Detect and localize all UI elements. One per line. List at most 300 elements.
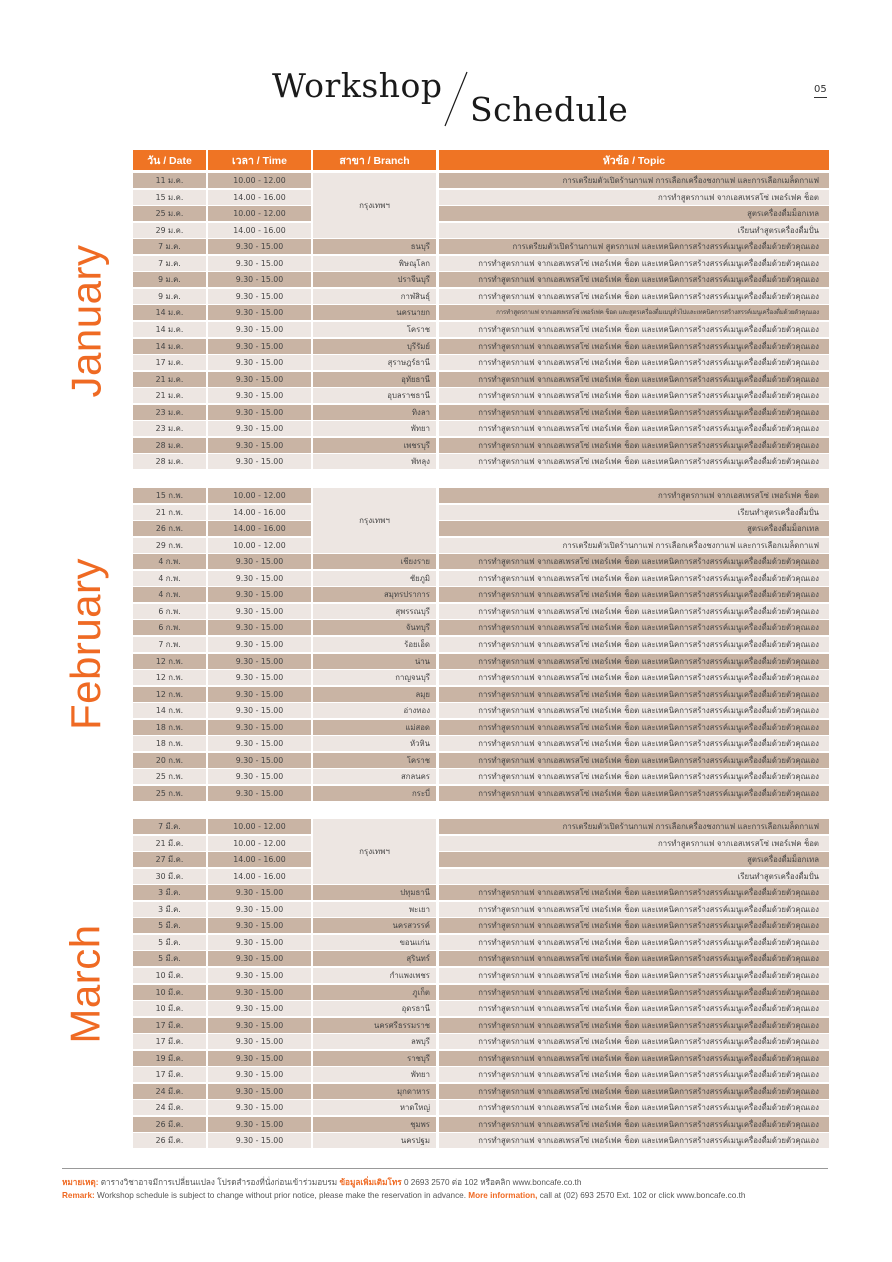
row-date: 24 มี.ค.: [133, 1084, 206, 1099]
table-row: [133, 670, 829, 685]
row-topic: เรียนทำสูตรเครื่องดื่มปั่น: [439, 505, 829, 520]
row-date: 15 ก.พ.: [133, 488, 206, 503]
row-date: 3 มี.ค.: [133, 902, 206, 917]
row-time: 9.30 - 15.00: [208, 322, 311, 337]
table-row: [133, 571, 829, 586]
table-row: [133, 885, 829, 900]
footer-thai-more: ข้อมูลเพิ่มเติมโทร: [339, 1178, 402, 1187]
row-topic: การทำสูตรกาแฟ จากเอสเพรสโซ่ เพอร์เฟค ช็อต และเทคนิคการสร้างสรรค์เมนูเครื่องดื่มด้วยตัวคุณเอง: [439, 786, 829, 801]
row-date: 25 ก.พ.: [133, 786, 206, 801]
row-branch: หัวหิน: [313, 736, 436, 751]
table-row: [133, 687, 829, 702]
row-date: 17 ม.ค.: [133, 355, 206, 370]
row-branch: ลพบุรี: [313, 1034, 436, 1049]
table-row: [133, 703, 829, 718]
row-topic: การเตรียมตัวเปิดร้านกาแฟ การเลือกเครื่องชงกาแฟ และการเลือกเมล็ดกาแฟ: [439, 819, 829, 834]
row-time: 9.30 - 15.00: [208, 687, 311, 702]
row-date: 29 ก.พ.: [133, 538, 206, 553]
row-date: 18 ก.พ.: [133, 720, 206, 735]
row-topic: การทำสูตรกาแฟ จากเอสเพรสโซ่ เพอร์เฟค ช็อต และเทคนิคการสร้างสรรค์เมนูเครื่องดื่มด้วยตัวคุณเอง: [439, 256, 829, 271]
row-topic: สูตรเครื่องดื่มม็อกเทล: [439, 521, 829, 536]
row-topic: การทำสูตรกาแฟ จากเอสเพรสโซ่ เพอร์เฟค ช็อต และเทคนิคการสร้างสรรค์เมนูเครื่องดื่มด้วยตัวคุณเอง: [439, 902, 829, 917]
row-date: 21 ม.ค.: [133, 372, 206, 387]
row-date: 11 ม.ค.: [133, 173, 206, 188]
row-branch: ปราจีนบุรี: [313, 272, 436, 287]
row-branch: กาฬสินธุ์: [313, 289, 436, 304]
month-label-text: February: [62, 558, 109, 731]
table-row: [133, 438, 829, 453]
row-branch: สมุทรปราการ: [313, 587, 436, 602]
row-time: 9.30 - 15.00: [208, 637, 311, 652]
row-date: 28 ม.ค.: [133, 454, 206, 469]
row-date: 12 ก.พ.: [133, 654, 206, 669]
table-row: [133, 736, 829, 751]
row-time: 9.30 - 15.00: [208, 670, 311, 685]
footer-thai-text: ตารางวิชาอาจมีการเปลี่ยนแปลง โปรดสำรองที่นั่งก่อนเข้าร่วมอบรม: [98, 1178, 340, 1187]
row-time: 9.30 - 15.00: [208, 918, 311, 933]
row-branch: นครปฐม: [313, 1133, 436, 1148]
table-row: [133, 305, 829, 320]
schedule-table-january: [133, 173, 829, 469]
row-date: 7 ก.พ.: [133, 637, 206, 652]
merged-branch-bangkok: กรุงเทพฯ: [313, 173, 436, 238]
row-branch: สุพรรณบุรี: [313, 604, 436, 619]
row-time: 14.00 - 16.00: [208, 852, 311, 867]
row-time: 10.00 - 12.00: [208, 173, 311, 188]
row-branch: กำแพงเพชร: [313, 968, 436, 983]
row-branch: ทิงลา: [313, 405, 436, 420]
row-branch: พัทลุง: [313, 454, 436, 469]
row-date: 5 มี.ค.: [133, 918, 206, 933]
row-time: 9.30 - 15.00: [208, 372, 311, 387]
row-topic: การเตรียมตัวเปิดร้านกาแฟ การเลือกเครื่องชงกาแฟ และการเลือกเมล็ดกาแฟ: [439, 538, 829, 553]
row-topic: สูตรเครื่องดื่มม็อกเทล: [439, 206, 829, 221]
month-label-text: March: [62, 924, 110, 1044]
row-date: 10 มี.ค.: [133, 1001, 206, 1016]
row-branch: อุบลราชธานี: [313, 388, 436, 403]
title-slash-divider: [443, 70, 469, 128]
row-time: 9.30 - 15.00: [208, 654, 311, 669]
row-date: 25 ม.ค.: [133, 206, 206, 221]
row-date: 14 ก.พ.: [133, 703, 206, 718]
row-topic: การทำสูตรกาแฟ จากเอสเพรสโซ่ เพอร์เฟค ช็อต และเทคนิคการสร้างสรรค์เมนูเครื่องดื่มด้วยตัวคุณเอง: [439, 355, 829, 370]
row-time: 9.30 - 15.00: [208, 438, 311, 453]
table-row: [133, 985, 829, 1000]
row-topic: การทำสูตรกาแฟ จากเอสเพรสโซ่ เพอร์เฟค ช็อต และเทคนิคการสร้างสรรค์เมนูเครื่องดื่มด้วยตัวคุณเอง: [439, 454, 829, 469]
table-row: [133, 505, 829, 520]
row-branch: พัทยา: [313, 421, 436, 436]
row-date: 7 มี.ค.: [133, 819, 206, 834]
row-branch: สุรินทร์: [313, 951, 436, 966]
month-label-january: [36, 173, 136, 469]
row-branch: ร้อยเอ็ด: [313, 637, 436, 652]
row-topic: การทำสูตรกาแฟ จากเอสเพรสโซ่ เพอร์เฟค ช็อต และเทคนิคการสร้างสรรค์เมนูเครื่องดื่มด้วยตัวคุณเอง: [439, 1133, 829, 1148]
row-topic: การทำสูตรกาแฟ จากเอสเพรสโซ่ เพอร์เฟค ช็อต และเทคนิคการสร้างสรรค์เมนูเครื่องดื่มด้วยตัวคุณเอง: [439, 637, 829, 652]
row-time: 9.30 - 15.00: [208, 305, 311, 320]
row-branch: โคราช: [313, 322, 436, 337]
row-branch: อุทัยธานี: [313, 372, 436, 387]
row-date: 7 ม.ค.: [133, 239, 206, 254]
table-row: [133, 935, 829, 950]
row-topic: การทำสูตรกาแฟ จากเอสเพรสโซ่ เพอร์เฟค ช็อต และเทคนิคการสร้างสรรค์เมนูเครื่องดื่มด้วยตัวคุณเอง: [439, 769, 829, 784]
row-date: 29 ม.ค.: [133, 223, 206, 238]
table-row: [133, 654, 829, 669]
row-date: 14 ม.ค.: [133, 339, 206, 354]
row-time: 9.30 - 15.00: [208, 968, 311, 983]
row-branch: ขอนแก่น: [313, 935, 436, 950]
row-date: 27 มี.ค.: [133, 852, 206, 867]
row-time: 14.00 - 16.00: [208, 505, 311, 520]
row-date: 28 ม.ค.: [133, 438, 206, 453]
row-branch: นครศรีธรรมราช: [313, 1018, 436, 1033]
row-branch: ชัยภูมิ: [313, 571, 436, 586]
table-row: [133, 421, 829, 436]
row-time: 9.30 - 15.00: [208, 1034, 311, 1049]
row-topic: การทำสูตรกาแฟ จากเอสเพรสโซ่ เพอร์เฟค ช็อต และเทคนิคการสร้างสรรค์เมนูเครื่องดื่มด้วยตัวคุณเอง: [439, 1001, 829, 1016]
row-date: 5 มี.ค.: [133, 935, 206, 950]
row-time: 10.00 - 12.00: [208, 819, 311, 834]
row-branch: อุดรธานี: [313, 1001, 436, 1016]
row-topic: เรียนทำสูตรเครื่องดื่มปั่น: [439, 869, 829, 884]
row-date: 4 ก.พ.: [133, 554, 206, 569]
row-time: 9.30 - 15.00: [208, 902, 311, 917]
row-date: 9 ม.ค.: [133, 289, 206, 304]
table-row: [133, 372, 829, 387]
row-time: 9.30 - 15.00: [208, 1100, 311, 1115]
schedule-table-march: [133, 819, 829, 1148]
table-row: [133, 1034, 829, 1049]
row-topic: การทำสูตรกาแฟ จากเอสเพรสโซ่ เพอร์เฟค ช็อต และเทคนิคการสร้างสรรค์เมนูเครื่องดื่มด้วยตัวคุณเอง: [439, 951, 829, 966]
title-workshop: Workshop: [272, 66, 443, 105]
footer-english-label: Remark:: [62, 1191, 95, 1200]
table-row: [133, 223, 829, 238]
row-date: 25 ก.พ.: [133, 769, 206, 784]
table-row: [133, 256, 829, 271]
row-date: 7 ม.ค.: [133, 256, 206, 271]
row-date: 23 ม.ค.: [133, 421, 206, 436]
row-date: 19 มี.ค.: [133, 1051, 206, 1066]
table-row: [133, 1084, 829, 1099]
row-time: 9.30 - 15.00: [208, 620, 311, 635]
row-branch: กระบี่: [313, 786, 436, 801]
row-date: 24 มี.ค.: [133, 1100, 206, 1115]
table-row: [133, 852, 829, 867]
footer-english-more: More information,: [468, 1191, 538, 1200]
table-row: [133, 769, 829, 784]
table-row: [133, 272, 829, 287]
row-topic: การทำสูตรกาแฟ จากเอสเพรสโซ่ เพอร์เฟค ช็อต และเทคนิคการสร้างสรรค์เมนูเครื่องดื่มด้วยตัวคุณเอง: [439, 620, 829, 635]
row-date: 12 ก.พ.: [133, 687, 206, 702]
table-row: [133, 786, 829, 801]
row-topic: การทำสูตรกาแฟ จากเอสเพรสโซ่ เพอร์เฟค ช็อต และเทคนิคการสร้างสรรค์เมนูเครื่องดื่มด้วยตัวคุณเอง: [439, 421, 829, 436]
row-time: 9.30 - 15.00: [208, 421, 311, 436]
table-row: [133, 1067, 829, 1082]
header-date: วัน / Date: [133, 150, 206, 170]
row-topic: การทำสูตรกาแฟ จากเอสเพรสโซ่ เพอร์เฟค ช็อต และเทคนิคการสร้างสรรค์เมนูเครื่องดื่มด้วยตัวคุณเอง: [439, 438, 829, 453]
row-topic: การทำสูตรกาแฟ จากเอสเพรสโซ่ เพอร์เฟค ช็อต และเทคนิคการสร้างสรรค์เมนูเครื่องดื่มด้วยตัวคุณเอง: [439, 587, 829, 602]
row-topic: การเตรียมตัวเปิดร้านกาแฟ สูตรกาแฟ และเทคนิคการสร้างสรรค์เมนูเครื่องดื่มด้วยตัวคุณเอง: [439, 239, 829, 254]
row-time: 9.30 - 15.00: [208, 405, 311, 420]
row-branch: พิษณุโลก: [313, 256, 436, 271]
row-time: 9.30 - 15.00: [208, 272, 311, 287]
row-date: 17 มี.ค.: [133, 1018, 206, 1033]
row-time: 9.30 - 15.00: [208, 720, 311, 735]
row-time: 9.30 - 15.00: [208, 1018, 311, 1033]
row-topic: การทำสูตรกาแฟ จากเอสเพรสโซ่ เพอร์เฟค ช็อต และเทคนิคการสร้างสรรค์เมนูเครื่องดื่มด้วยตัวคุณเอง: [439, 918, 829, 933]
row-topic: การทำสูตรกาแฟ จากเอสเพรสโซ่ เพอร์เฟค ช็อต และเทคนิคการสร้างสรรค์เมนูเครื่องดื่มด้วยตัวคุณเอง: [439, 935, 829, 950]
row-branch: นครนายก: [313, 305, 436, 320]
row-date: 21 ก.พ.: [133, 505, 206, 520]
table-row: [133, 488, 829, 503]
row-topic: การเตรียมตัวเปิดร้านกาแฟ การเลือกเครื่องชงกาแฟ และการเลือกเมล็ดกาแฟ: [439, 173, 829, 188]
table-row: [133, 521, 829, 536]
row-topic: การทำสูตรกาแฟ จากเอสเพรสโซ่ เพอร์เฟค ช็อต และเทคนิคการสร้างสรรค์เมนูเครื่องดื่มด้วยตัวคุณเอง: [439, 1018, 829, 1033]
footer-english-text: Workshop schedule is subject to change without prior notice, please make the reservation in advance.: [94, 1191, 469, 1200]
row-topic: การทำสูตรกาแฟ จากเอสเพรสโซ่ เพอร์เฟค ช็อต: [439, 488, 829, 503]
row-branch: ธนบุรี: [313, 239, 436, 254]
row-date: 4 ก.พ.: [133, 587, 206, 602]
row-topic: สูตรเครื่องดื่มม็อกเทล: [439, 852, 829, 867]
table-row: [133, 869, 829, 884]
row-time: 9.30 - 15.00: [208, 736, 311, 751]
row-time: 9.30 - 15.00: [208, 1133, 311, 1148]
row-date: 10 มี.ค.: [133, 968, 206, 983]
table-row: [133, 1117, 829, 1132]
row-topic: การทำสูตรกาแฟ จากเอสเพรสโซ่ เพอร์เฟค ช็อต และเทคนิคการสร้างสรรค์เมนูเครื่องดื่มด้วยตัวคุณเอง: [439, 1100, 829, 1115]
row-branch: พัทยา: [313, 1067, 436, 1082]
table-row: [133, 620, 829, 635]
row-date: 17 มี.ค.: [133, 1034, 206, 1049]
row-date: 14 ม.ค.: [133, 322, 206, 337]
table-row: [133, 1001, 829, 1016]
merged-branch-bangkok: กรุงเทพฯ: [313, 819, 436, 884]
table-row: [133, 405, 829, 420]
table-row: [133, 918, 829, 933]
row-topic: การทำสูตรกาแฟ จากเอสเพรสโซ่ เพอร์เฟค ช็อต และเทคนิคการสร้างสรรค์เมนูเครื่องดื่มด้วยตัวคุณเอง: [439, 1084, 829, 1099]
row-time: 9.30 - 15.00: [208, 1051, 311, 1066]
row-branch: ราชบุรี: [313, 1051, 436, 1066]
month-label-february: [36, 488, 136, 801]
row-time: 9.30 - 15.00: [208, 587, 311, 602]
row-time: 10.00 - 12.00: [208, 206, 311, 221]
table-row: [133, 355, 829, 370]
footer-remarks: [62, 1168, 828, 1202]
row-branch: โคราช: [313, 753, 436, 768]
table-row: [133, 454, 829, 469]
row-date: 5 มี.ค.: [133, 951, 206, 966]
row-time: 9.30 - 15.00: [208, 289, 311, 304]
row-time: 9.30 - 15.00: [208, 703, 311, 718]
row-branch: น่าน: [313, 654, 436, 669]
table-row: [133, 173, 829, 188]
table-row: [133, 1100, 829, 1115]
row-branch: สกลนคร: [313, 769, 436, 784]
table-row: [133, 951, 829, 966]
month-label-march: [36, 819, 136, 1148]
row-topic: การทำสูตรกาแฟ จากเอสเพรสโซ่ เพอร์เฟค ช็อต และเทคนิคการสร้างสรรค์เมนูเครื่องดื่มด้วยตัวคุณเอง: [439, 388, 829, 403]
table-row: [133, 339, 829, 354]
footer-thai-label: หมายเหตุ:: [62, 1178, 99, 1187]
table-row: [133, 538, 829, 553]
page-number: 05: [814, 84, 827, 98]
row-branch: เชียงราย: [313, 554, 436, 569]
row-topic: เรียนทำสูตรเครื่องดื่มปั่น: [439, 223, 829, 238]
table-row: [133, 720, 829, 735]
title-schedule: Schedule: [470, 90, 629, 129]
footer-english-line: [62, 1189, 828, 1202]
month-label-text: January: [62, 244, 110, 398]
row-branch: มุกดาหาร: [313, 1084, 436, 1099]
row-date: 15 ม.ค.: [133, 190, 206, 205]
table-row: [133, 637, 829, 652]
row-branch: กาญจนบุรี: [313, 670, 436, 685]
row-topic: การทำสูตรกาแฟ จากเอสเพรสโซ่ เพอร์เฟค ช็อต และเทคนิคการสร้างสรรค์เมนูเครื่องดื่มด้วยตัวคุณเอง: [439, 272, 829, 287]
row-branch: บุรีรัมย์: [313, 339, 436, 354]
row-date: 26 มี.ค.: [133, 1117, 206, 1132]
row-topic: การทำสูตรกาแฟ จากเอสเพรสโซ่ เพอร์เฟค ช็อต และเทคนิคการสร้างสรรค์เมนูเครื่องดื่มด้วยตัวคุณเอง: [439, 554, 829, 569]
merged-branch-bangkok: กรุงเทพฯ: [313, 488, 436, 553]
row-time: 9.30 - 15.00: [208, 1067, 311, 1082]
table-row: [133, 206, 829, 221]
table-row: [133, 836, 829, 851]
row-branch: ชุมพร: [313, 1117, 436, 1132]
row-time: 14.00 - 16.00: [208, 521, 311, 536]
row-topic: การทำสูตรกาแฟ จากเอสเพรสโซ่ เพอร์เฟค ช็อต และสูตรเครื่องดื่มเมนูทั่วไปและเทคนิคการสร้างสรรค์เมนูเครื่องดื่มด้วยตัวคุณเอง: [439, 305, 829, 320]
table-row: [133, 902, 829, 917]
row-topic: การทำสูตรกาแฟ จากเอสเพรสโซ่ เพอร์เฟค ช็อต และเทคนิคการสร้างสรรค์เมนูเครื่องดื่มด้วยตัวคุณเอง: [439, 1067, 829, 1082]
row-date: 6 ก.พ.: [133, 620, 206, 635]
footer-english-contact: call at (02) 693 2570 Ext. 102 or click www.boncafe.co.th: [537, 1191, 746, 1200]
row-topic: การทำสูตรกาแฟ จากเอสเพรสโซ่ เพอร์เฟค ช็อต และเทคนิคการสร้างสรรค์เมนูเครื่องดื่มด้วยตัวคุณเอง: [439, 985, 829, 1000]
row-time: 9.30 - 15.00: [208, 786, 311, 801]
row-date: 20 ก.พ.: [133, 753, 206, 768]
row-time: 9.30 - 15.00: [208, 753, 311, 768]
row-branch: เพชรบุรี: [313, 438, 436, 453]
row-date: 6 ก.พ.: [133, 604, 206, 619]
row-topic: การทำสูตรกาแฟ จากเอสเพรสโซ่ เพอร์เฟค ช็อต และเทคนิคการสร้างสรรค์เมนูเครื่องดื่มด้วยตัวคุณเอง: [439, 1117, 829, 1132]
row-topic: การทำสูตรกาแฟ จากเอสเพรสโซ่ เพอร์เฟค ช็อต และเทคนิคการสร้างสรรค์เมนูเครื่องดื่มด้วยตัวคุณเอง: [439, 654, 829, 669]
row-date: 26 ก.พ.: [133, 521, 206, 536]
table-row: [133, 819, 829, 834]
row-topic: การทำสูตรกาแฟ จากเอสเพรสโซ่ เพอร์เฟค ช็อต และเทคนิคการสร้างสรรค์เมนูเครื่องดื่มด้วยตัวคุณเอง: [439, 1051, 829, 1066]
row-time: 9.30 - 15.00: [208, 339, 311, 354]
row-date: 3 มี.ค.: [133, 885, 206, 900]
row-time: 10.00 - 12.00: [208, 836, 311, 851]
table-row: [133, 554, 829, 569]
table-row: [133, 1018, 829, 1033]
row-time: 9.30 - 15.00: [208, 1084, 311, 1099]
table-row: [133, 322, 829, 337]
row-topic: การทำสูตรกาแฟ จากเอสเพรสโซ่ เพอร์เฟค ช็อต และเทคนิคการสร้างสรรค์เมนูเครื่องดื่มด้วยตัวคุณเอง: [439, 703, 829, 718]
row-topic: การทำสูตรกาแฟ จากเอสเพรสโซ่ เพอร์เฟค ช็อต และเทคนิคการสร้างสรรค์เมนูเครื่องดื่มด้วยตัวคุณเอง: [439, 968, 829, 983]
row-topic: การทำสูตรกาแฟ จากเอสเพรสโซ่ เพอร์เฟค ช็อต และเทคนิคการสร้างสรรค์เมนูเครื่องดื่มด้วยตัวคุณเอง: [439, 670, 829, 685]
table-row: [133, 289, 829, 304]
row-topic: การทำสูตรกาแฟ จากเอสเพรสโซ่ เพอร์เฟค ช็อต และเทคนิคการสร้างสรรค์เมนูเครื่องดื่มด้วยตัวคุณเอง: [439, 687, 829, 702]
row-topic: การทำสูตรกาแฟ จากเอสเพรสโซ่ เพอร์เฟค ช็อต และเทคนิคการสร้างสรรค์เมนูเครื่องดื่มด้วยตัวคุณเอง: [439, 753, 829, 768]
row-time: 9.30 - 15.00: [208, 454, 311, 469]
row-branch: นครสวรรค์: [313, 918, 436, 933]
header-time: เวลา / Time: [208, 150, 311, 170]
row-date: 21 ม.ค.: [133, 388, 206, 403]
row-date: 14 ม.ค.: [133, 305, 206, 320]
row-time: 10.00 - 12.00: [208, 538, 311, 553]
row-time: 9.30 - 15.00: [208, 951, 311, 966]
row-topic: การทำสูตรกาแฟ จากเอสเพรสโซ่ เพอร์เฟค ช็อต และเทคนิคการสร้างสรรค์เมนูเครื่องดื่มด้วยตัวคุณเอง: [439, 736, 829, 751]
row-date: 30 มี.ค.: [133, 869, 206, 884]
header-topic: หัวข้อ / Topic: [439, 150, 829, 170]
row-time: 9.30 - 15.00: [208, 604, 311, 619]
row-time: 9.30 - 15.00: [208, 935, 311, 950]
row-time: 9.30 - 15.00: [208, 239, 311, 254]
row-time: 9.30 - 15.00: [208, 885, 311, 900]
row-time: 14.00 - 16.00: [208, 223, 311, 238]
row-branch: จันทบุรี: [313, 620, 436, 635]
table-row: [133, 388, 829, 403]
row-time: 14.00 - 16.00: [208, 190, 311, 205]
row-branch: พะเยา: [313, 902, 436, 917]
row-topic: การทำสูตรกาแฟ จากเอสเพรสโซ่ เพอร์เฟค ช็อต และเทคนิคการสร้างสรรค์เมนูเครื่องดื่มด้วยตัวคุณเอง: [439, 289, 829, 304]
row-topic: การทำสูตรกาแฟ จากเอสเพรสโซ่ เพอร์เฟค ช็อต และเทคนิคการสร้างสรรค์เมนูเครื่องดื่มด้วยตัวคุณเอง: [439, 372, 829, 387]
row-date: 17 มี.ค.: [133, 1067, 206, 1082]
row-date: 18 ก.พ.: [133, 736, 206, 751]
row-time: 9.30 - 15.00: [208, 571, 311, 586]
row-time: 9.30 - 15.00: [208, 985, 311, 1000]
row-time: 9.30 - 15.00: [208, 554, 311, 569]
row-date: 9 ม.ค.: [133, 272, 206, 287]
row-date: 23 ม.ค.: [133, 405, 206, 420]
row-branch: อ่างทอง: [313, 703, 436, 718]
row-topic: การทำสูตรกาแฟ จากเอสเพรสโซ่ เพอร์เฟค ช็อต และเทคนิคการสร้างสรรค์เมนูเครื่องดื่มด้วยตัวคุณเอง: [439, 339, 829, 354]
table-row: [133, 190, 829, 205]
table-row: [133, 239, 829, 254]
table-row: [133, 1051, 829, 1066]
row-topic: การทำสูตรกาแฟ จากเอสเพรสโซ่ เพอร์เฟค ช็อต และเทคนิคการสร้างสรรค์เมนูเครื่องดื่มด้วยตัวคุณเอง: [439, 1034, 829, 1049]
row-branch: แม่สอด: [313, 720, 436, 735]
row-time: 9.30 - 15.00: [208, 256, 311, 271]
table-row: [133, 1133, 829, 1148]
row-topic: การทำสูตรกาแฟ จากเอสเพรสโซ่ เพอร์เฟค ช็อต และเทคนิคการสร้างสรรค์เมนูเครื่องดื่มด้วยตัวคุณเอง: [439, 322, 829, 337]
row-date: 12 ก.พ.: [133, 670, 206, 685]
header-branch: สาขา / Branch: [313, 150, 436, 170]
row-time: 10.00 - 12.00: [208, 488, 311, 503]
row-branch: หาดใหญ่: [313, 1100, 436, 1115]
row-time: 9.30 - 15.00: [208, 388, 311, 403]
table-row: [133, 587, 829, 602]
row-date: 26 มี.ค.: [133, 1133, 206, 1148]
row-branch: ปทุมธานี: [313, 885, 436, 900]
row-date: 10 มี.ค.: [133, 985, 206, 1000]
row-topic: การทำสูตรกาแฟ จากเอสเพรสโซ่ เพอร์เฟค ช็อต และเทคนิคการสร้างสรรค์เมนูเครื่องดื่มด้วยตัวคุณเอง: [439, 571, 829, 586]
row-topic: การทำสูตรกาแฟ จากเอสเพรสโซ่ เพอร์เฟค ช็อต: [439, 190, 829, 205]
row-topic: การทำสูตรกาแฟ จากเอสเพรสโซ่ เพอร์เฟค ช็อต: [439, 836, 829, 851]
row-date: 4 ก.พ.: [133, 571, 206, 586]
schedule-table-february: [133, 488, 829, 801]
footer-thai-contact: 0 2693 2570 ต่อ 102 หรือคลิก www.boncafe.co.th: [401, 1178, 582, 1187]
footer-thai-line: [62, 1176, 828, 1189]
row-time: 9.30 - 15.00: [208, 769, 311, 784]
row-branch: สุราษฎร์ธานี: [313, 355, 436, 370]
row-topic: การทำสูตรกาแฟ จากเอสเพรสโซ่ เพอร์เฟค ช็อต และเทคนิคการสร้างสรรค์เมนูเครื่องดื่มด้วยตัวคุณเอง: [439, 885, 829, 900]
table-row: [133, 968, 829, 983]
row-time: 9.30 - 15.00: [208, 1117, 311, 1132]
row-branch: ภูเก็ต: [313, 985, 436, 1000]
row-topic: การทำสูตรกาแฟ จากเอสเพรสโซ่ เพอร์เฟค ช็อต และเทคนิคการสร้างสรรค์เมนูเครื่องดื่มด้วยตัวคุณเอง: [439, 405, 829, 420]
row-date: 21 มี.ค.: [133, 836, 206, 851]
row-branch: ลมุย: [313, 687, 436, 702]
row-time: 9.30 - 15.00: [208, 355, 311, 370]
row-time: 14.00 - 16.00: [208, 869, 311, 884]
table-row: [133, 753, 829, 768]
